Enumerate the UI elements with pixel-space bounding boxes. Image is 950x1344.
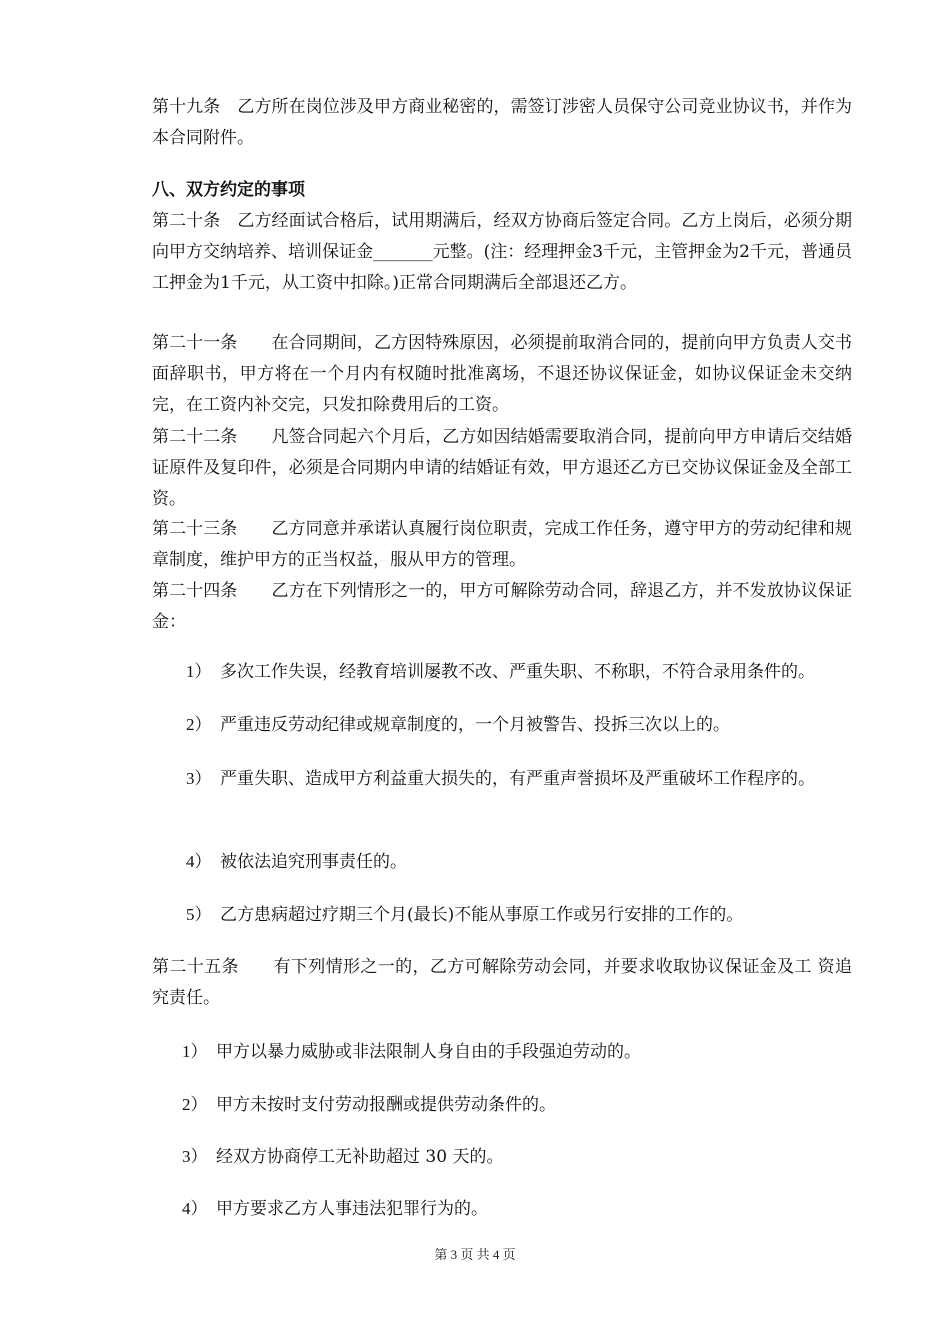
item-number: 3） [182, 1147, 208, 1166]
clause-25 [152, 952, 852, 1014]
clause-25-item-3 [182, 1141, 862, 1173]
clause-21-label: 第二十一条 [152, 333, 238, 353]
clause-24-item-1 [186, 656, 866, 688]
item-text: 甲方要求乙方人事违法犯罪行为的。 [216, 1199, 488, 1219]
clause-25-item-4 [182, 1193, 862, 1225]
item-text: 严重失职、造成甲方利益重大损失的，有严重声誉损坏及严重破坏工作程序的。 [220, 769, 815, 789]
clause-22 [152, 422, 852, 515]
clause-24-item-3 [186, 763, 886, 795]
clause-21 [152, 328, 852, 421]
clause-20-label: 第二十条 [152, 211, 221, 231]
clause-19-text: 乙方所在岗位涉及甲方商业秘密的，需签订涉密人员保守公司竞业协议书，并作为本合同附件。 [152, 97, 853, 148]
clause-25-label: 第二十五条 [152, 957, 239, 977]
item-text: 被依法追究刑事责任的。 [220, 852, 407, 872]
clause-23-text: 乙方同意并承诺认真履行岗位职责，完成工作任务，遵守甲方的劳动纪律和规章制度，维护甲方的正当权益，服从甲方的管理。 [152, 519, 853, 570]
item-number: 1） [182, 1042, 208, 1061]
clause-22-text: 凡签合同起六个月后，乙方如因结婚需要取消合同，提前向甲方申请后交结婚证原件及复印件，必须是合同期内申请的结婚证有效，甲方退还乙方已交协议保证金及全部工资。 [152, 427, 853, 509]
clause-21-text: 在合同期间，乙方因特殊原因，必须提前取消合同的，提前向甲方负责人交书面辞职书，甲方将在一个月内有权随时批准离场，不退还协议保证金，如协议保证金未交纳完，在工资内补交完，只发扣除费用后的工资。 [152, 333, 853, 415]
clause-24-item-4 [186, 846, 866, 878]
item-text: 甲方以暴力威胁或非法限制人身自由的手段强迫劳动的。 [216, 1042, 641, 1062]
item-text: 经双方协商停工无补助超过 30 天的。 [216, 1147, 504, 1167]
item-text: 多次工作失误，经教育培训屡教不改、严重失职、不称职，不符合录用条件的。 [220, 662, 815, 682]
item-number: 5） [186, 905, 212, 924]
section-8-title: 八、双方约定的事项 [152, 180, 305, 200]
clause-23-label: 第二十三条 [152, 519, 238, 539]
clause-25-text: 有下列情形之一的，乙方可解除劳动会同，并要求收取协议保证金及工 资追究责任。 [152, 957, 853, 1008]
clause-24-text: 乙方在下列情形之一的，甲方可解除劳动合同，辞退乙方，并不发放协议保证金： [152, 581, 853, 632]
clause-20 [152, 206, 852, 299]
clause-25-item-2 [182, 1089, 862, 1121]
item-number: 4） [182, 1199, 208, 1218]
clause-24 [152, 576, 852, 638]
clause-19-label: 第十九条 [152, 97, 221, 117]
item-number: 4） [186, 852, 212, 871]
clause-23 [152, 514, 852, 576]
item-text: 严重违反劳动纪律或规章制度的，一个月被警告、投拆三次以上的。 [220, 715, 730, 735]
page-footer: 第 3 页 共 4 页 [434, 1247, 516, 1262]
item-number: 2） [182, 1095, 208, 1114]
item-number: 1） [186, 662, 212, 681]
item-number: 3） [186, 769, 212, 788]
clause-22-label: 第二十二条 [152, 427, 238, 447]
clause-19 [152, 92, 852, 154]
item-text: 甲方未按时支付劳动报酬或提供劳动条件的。 [216, 1095, 556, 1115]
clause-24-label: 第二十四条 [152, 581, 238, 601]
clause-24-item-5 [186, 899, 866, 931]
clause-25-item-1 [182, 1036, 862, 1068]
clause-20-text: 乙方经面试合格后，试用期满后，经双方协商后签定合同。乙方上岗后，必须分期向甲方交纳培养、培训保证金_______元整。(注：经理押金3千元，主管押金为2千元，普通员工押金为1千元，从工资中扣除。)正常合同期满后全部退还乙方。 [152, 211, 853, 293]
item-number: 2） [186, 715, 212, 734]
item-text: 乙方患病超过疗期三个月(最长)不能从事原工作或另行安排的工作的。 [220, 905, 744, 925]
clause-24-item-2 [186, 709, 866, 741]
